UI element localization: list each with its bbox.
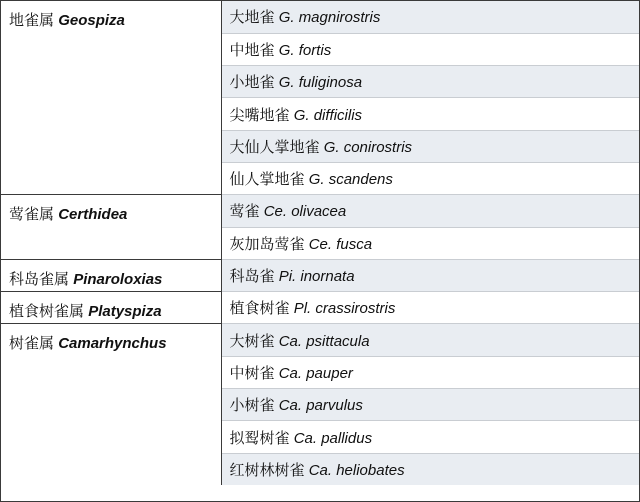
species-cell bbox=[221, 389, 639, 421]
species-chinese-name: 大地雀 bbox=[229, 9, 275, 27]
table-row bbox=[1, 195, 639, 227]
species-chinese-name: 大仙人掌地雀 bbox=[229, 138, 320, 156]
table-row bbox=[1, 1, 639, 33]
species-chinese-name: 莺雀 bbox=[229, 203, 260, 221]
genus-chinese-name: 莺雀属 bbox=[9, 206, 55, 224]
table-row bbox=[1, 324, 639, 356]
genus-latin-name: Certhidea bbox=[58, 206, 128, 224]
taxonomy-table-body bbox=[1, 1, 639, 485]
table-row bbox=[1, 259, 639, 291]
species-latin-name: G. fuliginosa bbox=[278, 74, 363, 92]
table-row bbox=[1, 292, 639, 324]
species-cell bbox=[221, 356, 639, 388]
species-cell bbox=[221, 259, 639, 291]
species-latin-name: Ce. fusca bbox=[308, 235, 373, 253]
genus-cell bbox=[1, 292, 221, 324]
species-chinese-name: 中地雀 bbox=[229, 41, 275, 59]
species-cell bbox=[221, 1, 639, 33]
species-cell bbox=[221, 195, 639, 227]
genus-latin-name: Camarhynchus bbox=[58, 335, 167, 353]
species-latin-name: Pi. inornata bbox=[278, 268, 355, 286]
species-cell bbox=[221, 130, 639, 162]
species-chinese-name: 小地雀 bbox=[229, 74, 275, 92]
genus-latin-name: Pinaroloxias bbox=[73, 270, 163, 288]
genus-cell bbox=[1, 259, 221, 291]
species-latin-name: Ce. olivacea bbox=[263, 203, 347, 221]
species-chinese-name: 仙人掌地雀 bbox=[229, 171, 305, 189]
species-chinese-name: 红树林树雀 bbox=[229, 462, 305, 480]
species-cell bbox=[221, 33, 639, 65]
species-latin-name: Pl. crassirostris bbox=[293, 300, 396, 318]
species-chinese-name: 小树雀 bbox=[229, 397, 275, 415]
species-cell bbox=[221, 98, 639, 130]
genus-chinese-name: 植食树雀属 bbox=[9, 303, 85, 321]
species-chinese-name: 中树雀 bbox=[229, 364, 275, 382]
species-latin-name: Ca. psittacula bbox=[278, 332, 370, 350]
genus-cell bbox=[1, 195, 221, 260]
species-chinese-name: 拟䴕树雀 bbox=[229, 429, 290, 447]
genus-chinese-name: 科岛雀属 bbox=[9, 270, 70, 288]
genus-cell bbox=[1, 1, 221, 195]
species-chinese-name: 尖嘴地雀 bbox=[229, 106, 290, 124]
species-cell bbox=[221, 292, 639, 324]
genus-chinese-name: 树雀属 bbox=[9, 335, 55, 353]
species-cell bbox=[221, 453, 639, 485]
species-latin-name: G. difficilis bbox=[293, 106, 363, 124]
genus-cell bbox=[1, 324, 221, 485]
genus-chinese-name: 地雀属 bbox=[9, 12, 55, 29]
species-chinese-name: 植食树雀 bbox=[229, 300, 290, 318]
species-cell bbox=[221, 227, 639, 259]
species-cell bbox=[221, 66, 639, 98]
species-cell bbox=[221, 324, 639, 356]
species-latin-name: G. conirostris bbox=[323, 138, 413, 156]
species-latin-name: G. magnirostris bbox=[278, 9, 381, 27]
species-cell bbox=[221, 162, 639, 194]
species-latin-name: Ca. heliobates bbox=[308, 462, 405, 480]
species-latin-name: Ca. pauper bbox=[278, 364, 353, 382]
species-chinese-name: 大树雀 bbox=[229, 332, 275, 350]
species-latin-name: Ca. pallidus bbox=[293, 429, 373, 447]
genus-latin-name: Platyspiza bbox=[88, 303, 162, 321]
taxonomy-table bbox=[1, 1, 639, 485]
species-chinese-name: 灰加岛莺雀 bbox=[229, 235, 305, 253]
species-latin-name: G. scandens bbox=[308, 171, 393, 189]
species-chinese-name: 科岛雀 bbox=[229, 268, 275, 286]
species-cell bbox=[221, 421, 639, 453]
genus-latin-name: Geospiza bbox=[58, 12, 125, 29]
species-latin-name: Ca. parvulus bbox=[278, 397, 363, 415]
species-latin-name: G. fortis bbox=[278, 41, 332, 59]
